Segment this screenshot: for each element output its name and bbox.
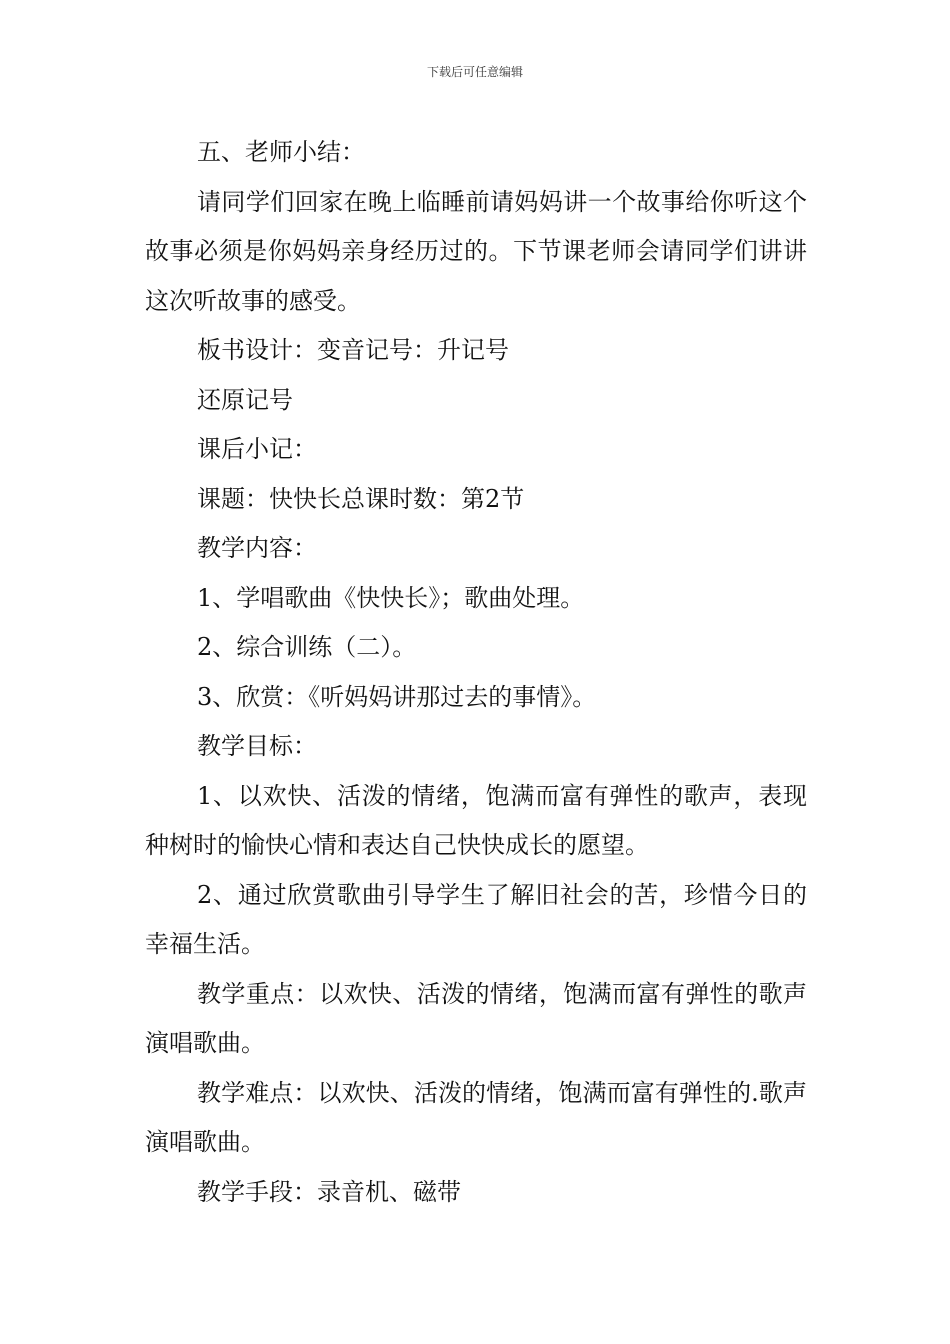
- document-body: [145, 128, 807, 1217]
- paragraph-teaching-tools: 教学手段：录音机、磁带: [197, 1177, 461, 1206]
- paragraph-teaching-content-heading: 教学内容：: [197, 534, 317, 562]
- paragraph-after-class-notes: 课后小记：: [197, 435, 317, 463]
- list-item-goal-2: 2、通过欣赏歌曲引导学生了解旧社会的苦，珍惜今日的幸福生活。: [145, 880, 807, 958]
- paragraph-difficult-points: 教学难点：以欢快、活泼的情绪，饱满而富有弹性的.歌声演唱歌曲。: [145, 1078, 807, 1156]
- list-item-content-3: 3、欣赏：《听妈妈讲那过去的事情》。: [197, 682, 597, 711]
- section-heading-summary: 五、老师小结：: [197, 138, 365, 166]
- page-header: 下载后可任意编辑: [426, 65, 523, 79]
- paragraph-key-points: 教学重点：以欢快、活泼的情绪，饱满而富有弹性的歌声演唱歌曲。: [145, 979, 807, 1057]
- paragraph-teaching-goals-heading: 教学目标：: [197, 732, 317, 760]
- list-item-goal-1: 1、以欢快、活泼的情绪，饱满而富有弹性的歌声，表现种树时的愉快心情和表达自己快快成长的愿望。: [145, 781, 807, 859]
- paragraph-natural-sign: 还原记号: [197, 385, 293, 414]
- paragraph-board-design: 板书设计：变音记号：升记号: [197, 336, 509, 364]
- paragraph-homework: 请同学们回家在晚上临睡前请妈妈讲一个故事给你听这个故事必须是你妈妈亲身经历过的。下节课老师会请同学们讲讲这次听故事的感受。: [145, 187, 807, 315]
- list-item-content-2: 2、综合训练（二）。: [197, 633, 417, 661]
- paragraph-lesson-title: 课题：快快长总课时数：第2节: [197, 484, 525, 513]
- list-item-content-1: 1、学唱歌曲《快快长》；歌曲处理。: [197, 583, 585, 612]
